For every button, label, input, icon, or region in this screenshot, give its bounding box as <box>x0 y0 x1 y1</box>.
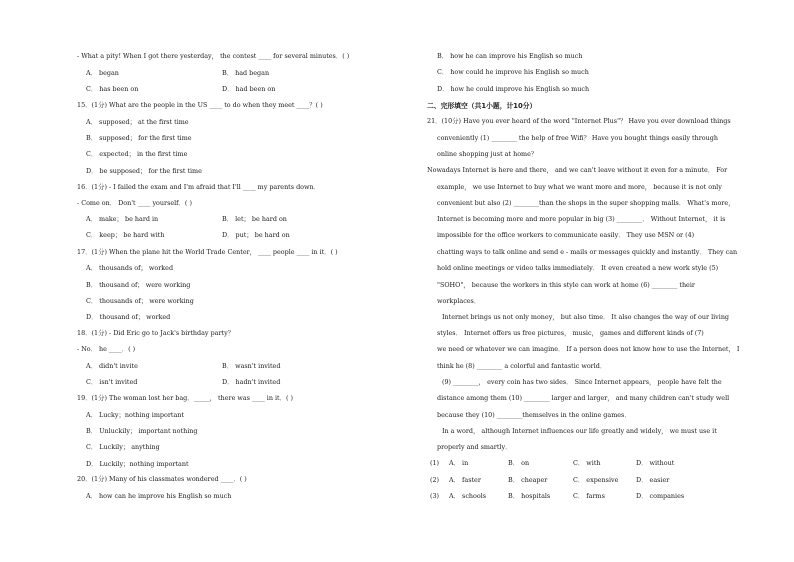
passage-line: impossible for the office workers to communicate easily． They use MSN or (4) <box>437 231 695 239</box>
cloze-option: D． companies <box>636 492 685 500</box>
answer-option: A． didn't invite <box>86 362 138 370</box>
answer-option: D． thousand of； worked <box>86 313 171 321</box>
answer-option: B． wasn't invited <box>222 362 281 370</box>
passage-line: styles． Internet offers us free pictures， music， games and different kinds of (7) <box>437 329 704 337</box>
answer-option: D． be supposed； for the first time <box>86 167 202 175</box>
cloze-option: D． easier <box>636 476 670 484</box>
passage-line: hold online meetings or video talks immediately． It even created a new work style (5) <box>437 264 719 272</box>
cloze-option: C． expensive <box>573 476 619 484</box>
answer-option: D． hadn't invited <box>222 378 281 386</box>
passage-line: example， we use Internet to buy what we want more and more， because it is not only <box>437 183 722 191</box>
blank-number: (1) <box>430 459 440 467</box>
answer-option: A． how can he improve his English so much <box>86 492 232 500</box>
passage-line: "SOHO"， because the workers in this style can work at home (6) ________ their <box>437 281 695 289</box>
answer-option: C． isn't invited <box>86 378 138 386</box>
passage-line: distance among them (10) ________ larger and larger， and many children can't study well <box>437 394 730 402</box>
passage-line: workplaces． <box>437 297 481 305</box>
question-stem: 17．(1分) When the plane hit the World Trade Center， ____ people ____ in it．( ) <box>77 248 338 256</box>
question-stem: - What a pity! When I got there yesterday， the contest ____ for several minutes．( ) <box>77 52 350 60</box>
question-stem: 18．(1分) - Did Eric go to Jack's birthday party？ <box>77 329 235 337</box>
answer-option: B． Unluckily； important nothing <box>86 427 198 435</box>
blank-number: (2) <box>430 476 440 484</box>
cloze-option: B． on <box>508 459 530 467</box>
cloze-option: C． farms <box>573 492 605 500</box>
passage-line: Internet brings us not only money， but also time． It also changes the way of our living <box>442 313 730 321</box>
answer-option: D． had been on <box>222 85 276 93</box>
answer-option: B． had began <box>222 69 270 77</box>
passage-line: (9) ________， every coin has two sides． Since Internet appears， people have felt the <box>442 378 722 386</box>
question-stem: 19．(1分) The woman lost her bag．_____， there was ____ in it．( ) <box>77 394 294 402</box>
answer-option: B． supposed； for the first time <box>86 134 192 142</box>
cloze-option: D． without <box>636 459 675 467</box>
answer-option: D． how he could improve his English so much <box>437 85 590 93</box>
answer-option: A． thousands of； worked <box>86 264 174 272</box>
answer-option: C． thousands of； were working <box>86 297 194 305</box>
answer-option: D． Luckily；nothing important <box>86 460 189 468</box>
passage-line: Nowadays Internet is here and there， and we can't leave without it even for a minute． For <box>427 166 728 174</box>
answer-option: A． began <box>86 69 119 77</box>
passage-line: think he (8) ________ a colorful and fantastic world． <box>437 362 607 370</box>
answer-option: A． Lucky；nothing important <box>86 411 184 419</box>
answer-option: A． make； be hard in <box>86 215 159 223</box>
passage-line: Internet is becoming more and more popular in big (3) ________． Without Internet， it is <box>437 215 726 223</box>
passage-line: conveniently (1) ________ the help of free Wifi？ Have you bought things easily through <box>437 134 718 142</box>
answer-option: C． expected； in the first time <box>86 150 188 158</box>
passage-line: properly and smartly． <box>437 443 512 451</box>
passage-line: In a word， although Internet influences our life greatly and widely， we must use it <box>442 427 717 435</box>
passage-line: online shopping just at home？ <box>437 150 538 158</box>
answer-option: B． thousand of； were working <box>86 281 191 289</box>
blank-number: (3) <box>430 492 440 500</box>
cloze-option: A． faster <box>449 476 481 484</box>
cloze-option: B． cheaper <box>508 476 548 484</box>
passage-line: 21．(10分) Have you ever heard of the word "Internet Plus"？ Have you ever download things <box>427 117 731 125</box>
cloze-option: A． schools <box>449 492 487 500</box>
answer-option: A． supposed； at the first time <box>86 118 189 126</box>
question-stem: 15．(1分) What are the people in the US ____ to do when they meet ____？( ) <box>77 101 323 109</box>
answer-option: C． Luckily； anything <box>86 443 160 451</box>
cloze-option: A． in <box>449 459 469 467</box>
passage-line: chatting ways to talk online and send e - mails or messages quickly and instantly． They can <box>437 248 738 256</box>
question-stem: 20．(1分) Many of his classmates wondered ____．( ) <box>77 475 247 483</box>
question-stem: 16．(1分) - I failed the exam and I'm afraid that I'll ____ my parents down． <box>77 183 320 191</box>
answer-option: C． has been on <box>86 85 139 93</box>
section-title: 二、完形填空（共1小题，计10分） <box>427 102 537 110</box>
question-stem: - Come on． Don't ____ yourself．( ) <box>77 199 192 207</box>
answer-option: C． keep； be hard with <box>86 231 165 239</box>
cloze-option: B． hospitals <box>508 492 551 500</box>
answer-option: B． let； be hard on <box>222 215 287 223</box>
passage-line: convenient but also (2) ________than the shops in the super shopping malls． What's more， <box>437 199 735 207</box>
passage-line: we need or whatever we can imagine． If a person does not know how to use the Internet， I <box>437 345 740 353</box>
cloze-option: C． with <box>573 459 601 467</box>
answer-option: C． how could he improve his English so much <box>437 68 589 76</box>
answer-option: D． put； be hard on <box>222 231 290 239</box>
answer-option: B． how he can improve his English so much <box>437 52 583 60</box>
passage-line: because they (10) ________themselves in the online games． <box>437 411 631 419</box>
question-stem: - No． he ____．( ) <box>77 345 136 353</box>
